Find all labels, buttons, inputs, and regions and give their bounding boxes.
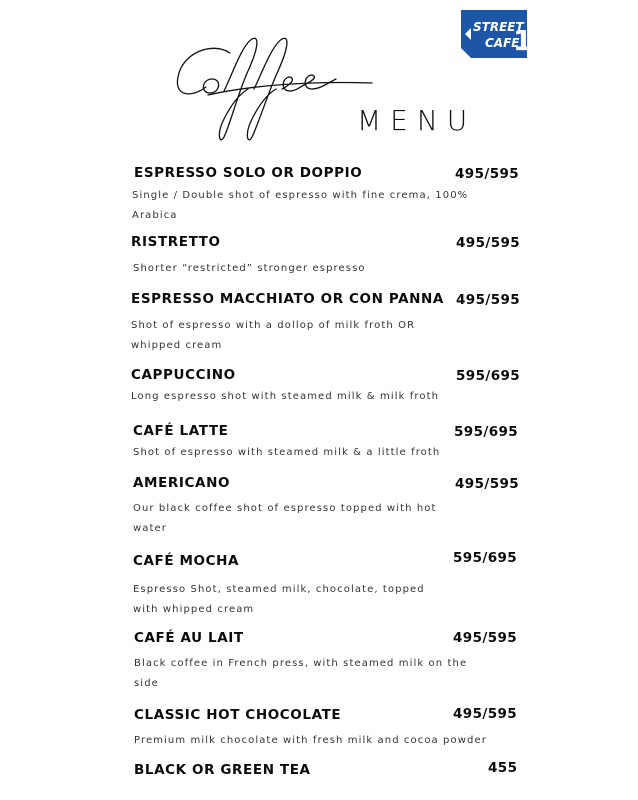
item-description: Shorter “restricted” stronger espresso <box>133 263 366 274</box>
item-name: CAFÉ MOCHA <box>133 553 240 569</box>
item-name: CAFÉ AU LAIT <box>134 630 244 646</box>
item-price: 495/595 <box>453 630 518 646</box>
item-description: Shot of espresso with a dollop of milk froth OR whipped cream <box>131 320 416 351</box>
item-price: 595/695 <box>456 368 521 384</box>
item-description: Espresso Shot, steamed milk, chocolate, topped with whipped cream <box>133 584 425 615</box>
item-price: 495/595 <box>456 292 521 308</box>
item-price: 495/595 <box>453 706 518 722</box>
item-name: CLASSIC HOT CHOCOLATE <box>134 707 342 723</box>
item-price: 595/695 <box>454 424 519 440</box>
item-price: 495/595 <box>456 235 521 251</box>
street-cafe-logo <box>461 10 533 58</box>
item-name: ESPRESSO MACCHIATO OR CON PANNA <box>131 291 444 307</box>
item-description: Long espresso shot with steamed milk & milk froth <box>131 391 440 402</box>
logo-text-top: STREET <box>473 20 524 34</box>
item-price: 495/595 <box>455 166 520 182</box>
item-name: CAFÉ LATTE <box>133 423 229 439</box>
logo-mark <box>461 10 533 58</box>
item-price: 455 <box>488 760 518 776</box>
logo-number: 1 <box>513 24 533 57</box>
item-name: RISTRETTO <box>131 234 221 250</box>
item-price: 595/695 <box>453 550 518 566</box>
item-description: Our black coffee shot of espresso topped with hot water <box>133 503 437 534</box>
item-description: Black coffee in French press, with steamed milk on the side <box>134 658 468 689</box>
item-description: Shot of espresso with steamed milk & a little froth <box>133 447 441 458</box>
item-name: BLACK OR GREEN TEA <box>134 762 311 778</box>
item-price: 495/595 <box>455 476 520 492</box>
item-name: CAPPUCCINO <box>131 367 236 383</box>
menu-title: MENU <box>357 104 477 137</box>
item-description: Premium milk chocolate with fresh milk and cocoa powder <box>134 735 487 746</box>
item-name: AMERICANO <box>133 475 231 491</box>
logo-text-bottom: CAFE <box>485 36 520 50</box>
item-description: Single / Double shot of espresso with fine crema, 100% Arabica <box>132 190 469 221</box>
item-name: ESPRESSO SOLO OR DOPPIO <box>134 165 363 181</box>
